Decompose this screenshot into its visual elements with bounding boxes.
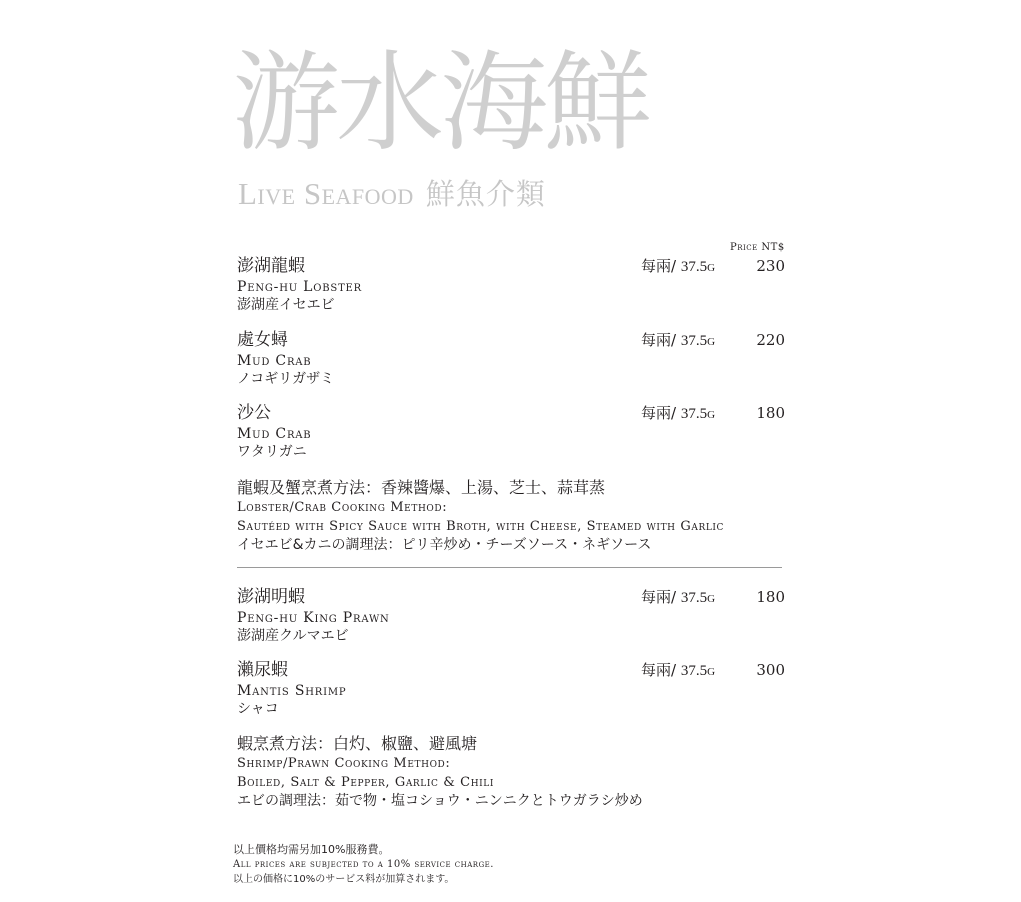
menu-item [237, 587, 785, 645]
item-name-english: Peng-hu King Prawn [237, 610, 390, 626]
method-japanese: エビの調理法：茹で物・塩コショウ・ニンニクとトウガラシ炒め [237, 793, 643, 809]
item-name-english: Mantis Shrimp [237, 683, 347, 699]
menu-item [237, 660, 785, 718]
item-name-japanese: ワタリガニ [237, 444, 307, 460]
item-unit: 每兩/ 37.5g [641, 661, 716, 679]
item-unit: 每兩/ 37.5g [641, 404, 716, 422]
menu-item [237, 403, 785, 461]
item-price: 180 [756, 588, 785, 606]
item-name-chinese: 瀨尿蝦 [237, 660, 288, 680]
item-price: 220 [756, 331, 785, 349]
cooking-method-shrimp-prawn [237, 734, 797, 811]
subtitle-japanese: 鮮魚介類 [425, 177, 546, 211]
method-chinese: 蝦烹煮方法：白灼、椒鹽、避風塘 [237, 734, 478, 753]
page-subtitle [238, 172, 546, 213]
item-name-chinese: 沙公 [237, 403, 271, 423]
cooking-method-lobster-crab [237, 478, 797, 555]
method-english-detail: Sautéed with Spicy Sauce with Broth, with Cheese, Steamed with Garlic [237, 519, 725, 534]
item-unit: 每兩/ 37.5g [641, 257, 716, 275]
footer-chinese: 以上價格均需另加10%服務費。 [233, 843, 390, 856]
item-name-english: Mud Crab [237, 426, 312, 442]
item-name-english: Peng-hu Lobster [237, 279, 362, 295]
service-charge-note [233, 842, 494, 887]
item-name-japanese: ノコギリガザミ [237, 371, 335, 387]
page-title: 游水海鮮 [232, 41, 649, 166]
menu-item [237, 256, 785, 314]
item-unit: 每兩/ 37.5g [641, 588, 716, 606]
item-price: 180 [756, 404, 785, 422]
footer-japanese: 以上の価格に10%のサービス料が加算されます。 [233, 874, 455, 885]
item-price: 230 [756, 257, 785, 275]
item-unit: 每兩/ 37.5g [641, 331, 716, 349]
method-english-title: Lobster/Crab Cooking Method: [237, 500, 448, 515]
method-english-title: Shrimp/Prawn Cooking Method: [237, 756, 451, 771]
item-name-chinese: 澎湖明蝦 [237, 587, 305, 607]
footer-english: All prices are subjected to a 10% service charge. [233, 859, 494, 870]
method-english-detail: Boiled, Salt & Pepper, Garlic & Chili [237, 775, 495, 790]
item-name-english: Mud Crab [237, 353, 312, 369]
section-divider [237, 567, 782, 568]
subtitle-english: Live Seafood [238, 176, 414, 211]
item-name-japanese: シャコ [237, 701, 279, 717]
item-name-japanese: 澎湖産イセエビ [237, 297, 335, 313]
price-column-header: Price NT$ [730, 242, 785, 253]
menu-item [237, 330, 785, 388]
item-price: 300 [756, 661, 785, 679]
item-name-chinese: 澎湖龍蝦 [237, 256, 305, 276]
method-chinese: 龍蝦及蟹烹煮方法：香辣醬爆、上湯、芝士、蒜茸蒸 [237, 478, 606, 497]
item-name-japanese: 澎湖産クルマエビ [237, 628, 349, 644]
item-name-chinese: 處女蟳 [237, 330, 288, 350]
method-japanese: イセエビ&カニの調理法：ピリ辛炒め・チーズソース・ネギソース [237, 537, 652, 553]
